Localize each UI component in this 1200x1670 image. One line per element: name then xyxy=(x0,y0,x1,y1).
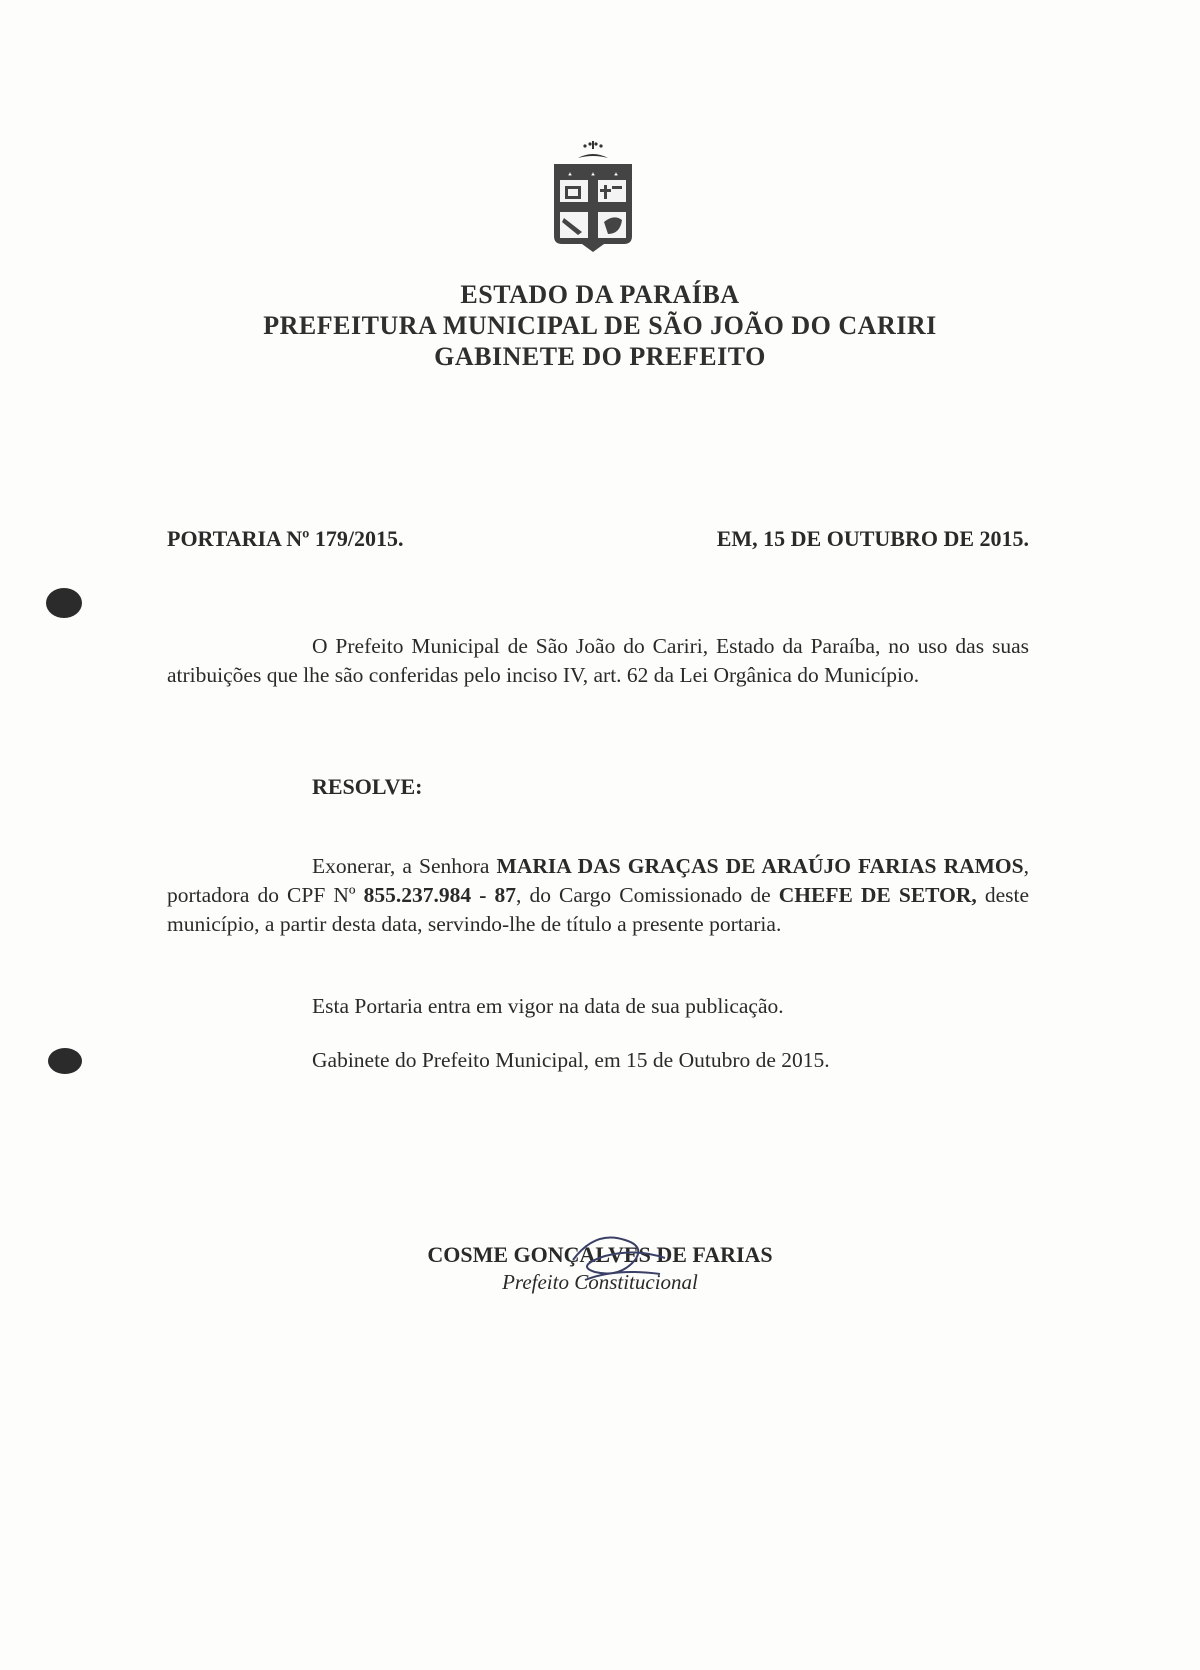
employee-cpf: 855.237.984 - 87 xyxy=(363,883,516,907)
resolve-heading: RESOLVE: xyxy=(312,774,423,799)
intro-text: O Prefeito Municipal de São João do Cariri, Estado da Paraíba, no uso das suas atribuições que lhe são conferidas pelo inciso IV, art. 62 da Lei Orgânica do Município. xyxy=(167,634,1029,687)
decision-paragraph xyxy=(167,852,1029,939)
intro-paragraph xyxy=(167,632,1029,690)
employee-role: CHEFE DE SETOR, xyxy=(778,883,977,907)
decision-text-2: , portadora do CPF Nº xyxy=(167,854,1029,907)
employee-name: MARIA DAS GRAÇAS DE ARAÚJO FARIAS RAMOS xyxy=(496,854,1024,878)
decision-text-3: , do Cargo Comissionado de xyxy=(515,883,779,907)
header-gabinete: GABINETE DO PREFEITO xyxy=(434,342,766,371)
header-state: ESTADO DA PARAÍBA xyxy=(460,280,740,309)
portaria-date: EM, 15 DE OUTUBRO DE 2015. xyxy=(716,526,1029,551)
vigor-statement: Esta Portaria entra em vigor na data de sua publicação. xyxy=(312,994,784,1018)
decision-text-4: deste município, a partir desta data, servindo-lhe de título a presente portaria. xyxy=(167,883,1029,936)
decision-text-1: Exonerar, a Senhora xyxy=(312,854,497,878)
portaria-number: PORTARIA Nº 179/2015. xyxy=(167,526,404,551)
coat-of-arms-icon xyxy=(548,140,638,256)
handwritten-signature-icon xyxy=(565,1220,675,1288)
punch-hole-bottom xyxy=(48,1048,82,1074)
punch-hole-top xyxy=(46,588,82,618)
header-prefeitura: PREFEITURA MUNICIPAL DE SÃO JOÃO DO CARIRI xyxy=(263,311,937,340)
closing-statement: Gabinete do Prefeito Municipal, em 15 de Outubro de 2015. xyxy=(312,1048,830,1072)
signatory-title: Prefeito Constitucional xyxy=(502,1270,698,1294)
signatory-name: COSME GONÇALVES DE FARIAS xyxy=(427,1242,773,1267)
